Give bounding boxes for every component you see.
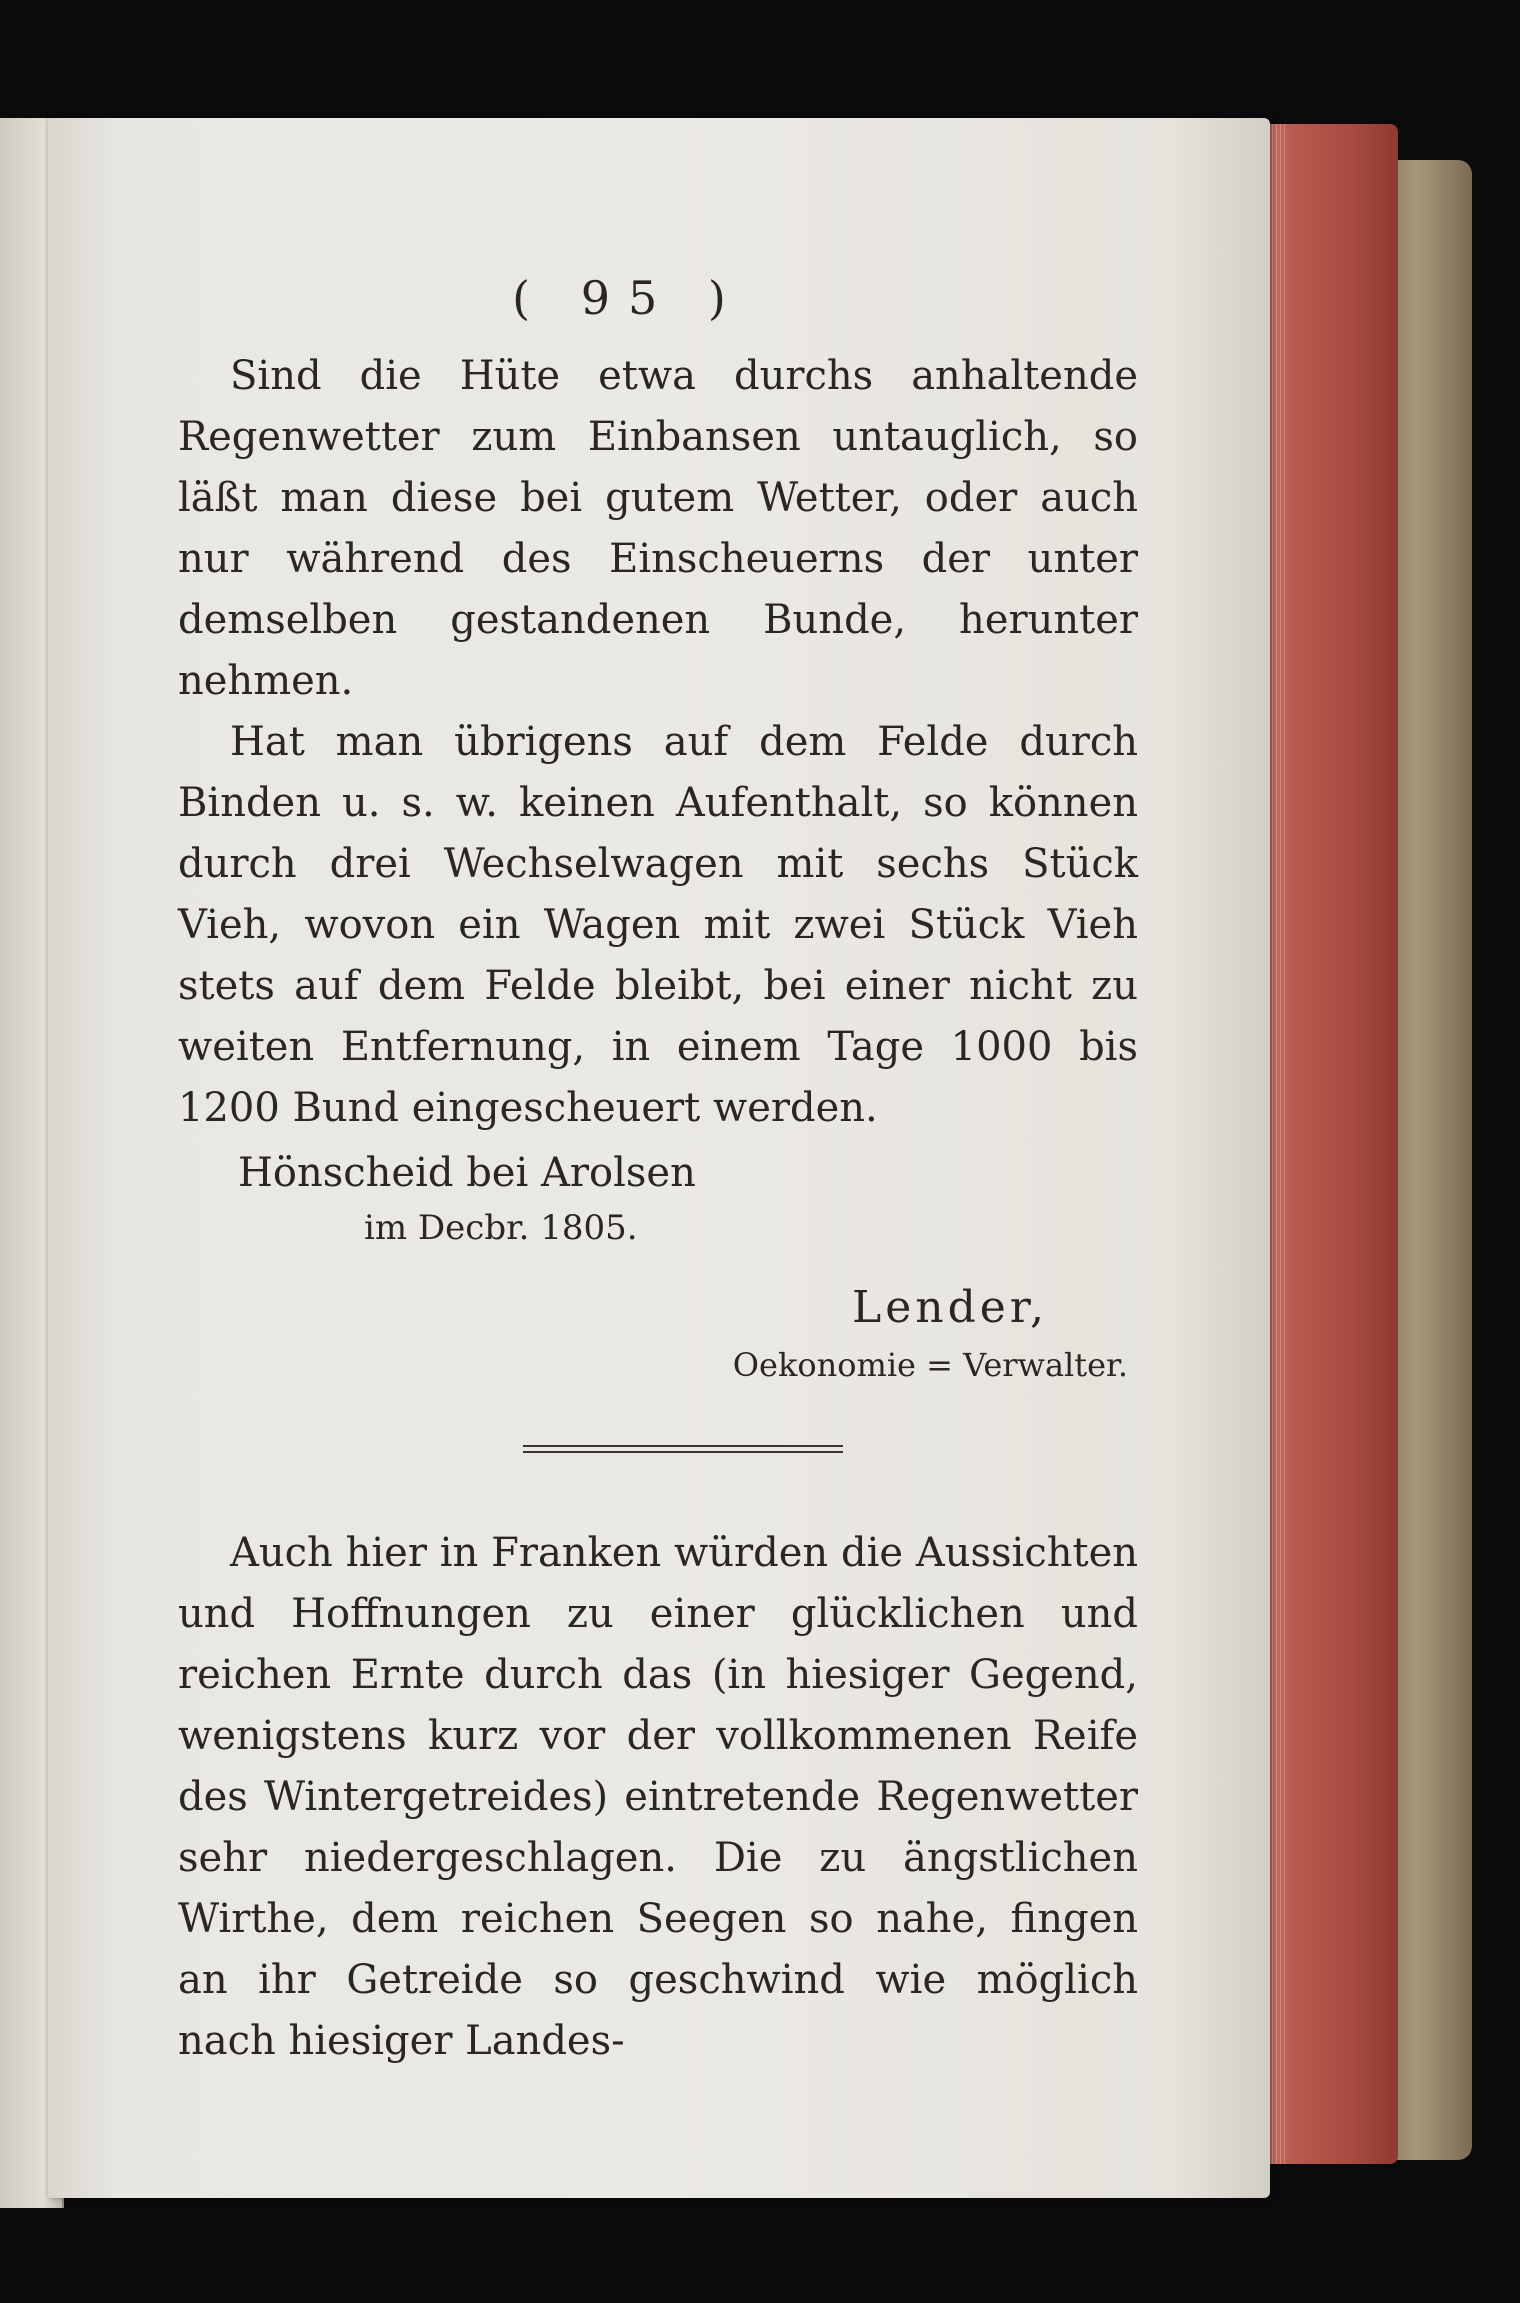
signature-role: Oekonomie = Verwalter. bbox=[732, 1346, 1128, 1384]
paragraph-1: Sind die Hüte etwa durchs anhaltende Regenwetter zum Einbansen untauglich, so läßt man diese bei gutem Wetter, oder auch nur während des Einscheuerns der unter demselben gestandenen Bunde, herunter nehmen. bbox=[178, 353, 1138, 704]
signature-place: Hönscheid bei Arolsen bbox=[238, 1150, 696, 1196]
book-page bbox=[48, 118, 1270, 2198]
signature-date: im Decbr. 1805. bbox=[364, 1208, 638, 1248]
section-divider bbox=[523, 1445, 843, 1453]
page-number: ( 95 ) bbox=[512, 271, 744, 325]
second-section bbox=[178, 1523, 1138, 2072]
first-section bbox=[178, 346, 1138, 1139]
page-text bbox=[178, 268, 1138, 2072]
paragraph-2: Hat man übrigens auf dem Felde durch Binden u. s. w. keinen Aufenthalt, so können durch drei Wechselwagen mit sechs Stück Vieh, wovon ein Wagen mit zwei Stück Vieh stets auf dem Felde bleibt, bei einer nicht zu weiten Entfernung, in einem Tage 1000 bis 1200 Bund eingescheuert werden. bbox=[178, 719, 1138, 1131]
paragraph-3: Auch hier in Franken würden die Aussichten und Hoffnungen zu einer glücklichen und reichen Ernte durch das (in hiesiger Gegend, wenigstens kurz vor der vollkommenen Reife des Wintergetreides) eintretende Regenwetter sehr niedergeschlagen. Die zu ängstlichen Wirthe, dem reichen Seegen so nahe, fingen an ihr Getreide so geschwind wie möglich nach hiesiger Landes- bbox=[178, 1530, 1138, 2064]
signature-author: Lender, bbox=[852, 1282, 1048, 1333]
